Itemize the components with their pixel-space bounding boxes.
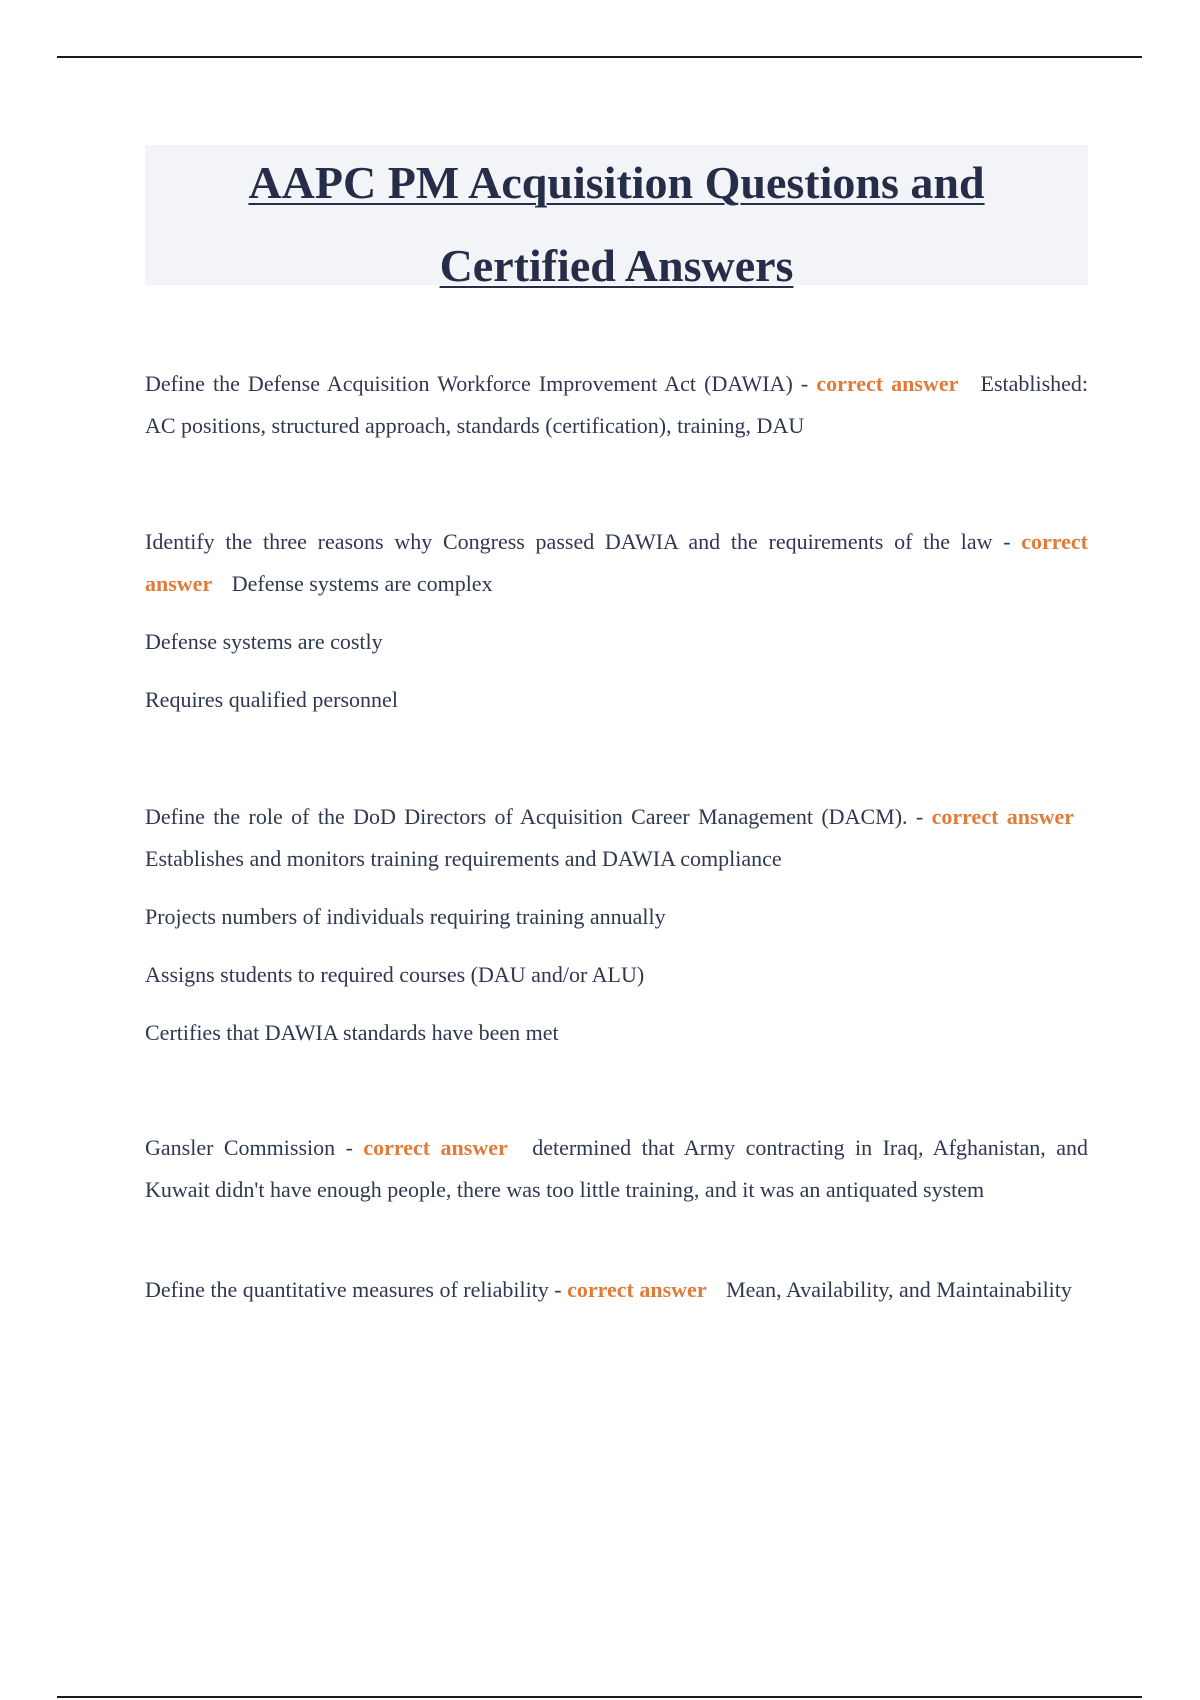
answer-text: Mean, Availability, and Maintainability xyxy=(726,1277,1072,1302)
qa-paragraph xyxy=(145,1269,1088,1311)
answer-line: Certifies that DAWIA standards have been met xyxy=(145,1020,559,1045)
qa-paragraph xyxy=(145,796,1088,880)
qa-item-dawia xyxy=(145,363,1088,447)
qa-item-gansler-commission xyxy=(145,1127,1088,1211)
qa-item-dacm-role xyxy=(145,796,1088,1054)
question-text: Define the Defense Acquisition Workforce Improvement Act (DAWIA) - xyxy=(145,371,809,396)
qa-paragraph xyxy=(145,521,1088,605)
question-text: Define the role of the DoD Directors of Acquisition Career Management (DACM). - xyxy=(145,804,924,829)
page-title-line-2: Certified Answers xyxy=(439,240,794,291)
question-text: Identify the three reasons why Congress passed DAWIA and the requirements of the law - xyxy=(145,529,1011,554)
bottom-rule xyxy=(57,1696,1142,1698)
question-text: Gansler Commission - xyxy=(145,1135,353,1160)
correct-answer-label: correct answer xyxy=(816,371,959,396)
answer-line: Assigns students to required courses (DAU and/or ALU) xyxy=(145,962,645,987)
answer-text: determined that Army contracting in Iraq, Afghanistan, and Kuwait didn't have enough people, there was too little training, and it was an antiquated system xyxy=(145,1135,1088,1202)
question-text: Define the quantitative measures of reliability - xyxy=(145,1277,562,1302)
correct-answer-label: correct answer xyxy=(145,529,1088,596)
qa-paragraph xyxy=(145,1127,1088,1211)
answer-text: Defense systems are complex xyxy=(231,571,493,596)
answer-line: Projects numbers of individuals requiring training annually xyxy=(145,904,666,929)
answer-text: Establishes and monitors training requirements and DAWIA compliance xyxy=(145,846,782,871)
qa-paragraph xyxy=(145,363,1088,447)
correct-answer-label: correct answer xyxy=(567,1277,707,1302)
answer-line: Requires qualified personnel xyxy=(145,687,398,712)
answer-line: Defense systems are costly xyxy=(145,629,383,654)
page-title-line-1: AAPC PM Acquisition Questions and xyxy=(248,157,985,208)
correct-answer-label: correct answer xyxy=(931,804,1075,829)
answer-text: Established: AC positions, structured approach, standards (certification), training, DAU xyxy=(145,371,1089,438)
top-rule xyxy=(57,56,1142,58)
title-banner xyxy=(145,145,1088,291)
qa-item-reliability-measures xyxy=(145,1269,1088,1311)
correct-answer-label: correct answer xyxy=(363,1135,508,1160)
qa-item-congress-reasons xyxy=(145,521,1088,721)
